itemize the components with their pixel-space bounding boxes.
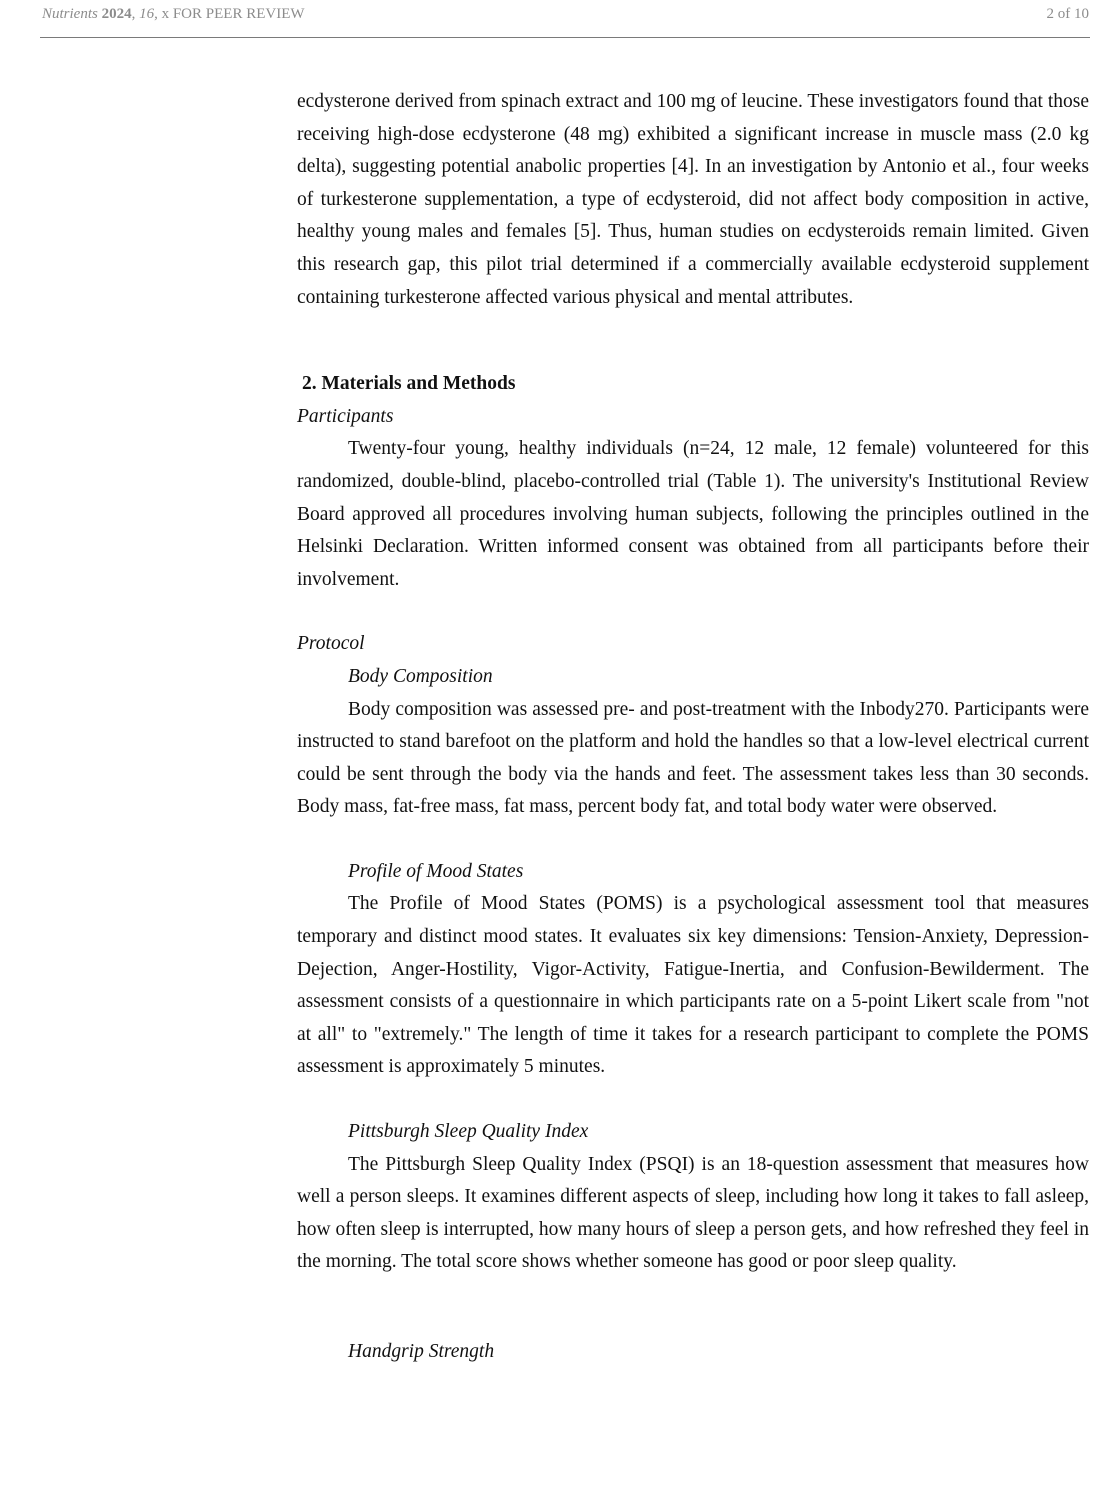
journal-name: Nutrients [42, 6, 98, 22]
intro-paragraph: ecdysterone derived from spinach extract and 100 mg of leucine. These investigators found that those receiving high-dose ecdysterone (48 mg) exhibited a significant increase in muscle mass (2.0 kg delta), suggesting potential anabolic properties [4]. In an investigation by Antonio et al., four weeks of turkesterone supplementation, a type of ecdysteroid, did not affect body composition in active, healthy young males and females [5]. Thus, human studies on ecdysteroids remain limited. Given this research gap, this pilot trial determined if a commercially available ecdysteroid supplement containing turkesterone affected various physical and mental attributes. [297, 91, 1089, 308]
body-composition-paragraph: Body composition was assessed pre- and post-treatment with the Inbody270. Participants were instructed to stand barefoot on the platform and hold the handles so that a low-level electrical current could be sent through the body via the hands and feet. The assessment takes less than 30 seconds. Body mass, fat-free mass, fat mass, percent body fat, and total body water were observed. [297, 698, 1089, 818]
journal-citation: Nutrients 2024, 16, x FOR PEER REVIEW [42, 6, 305, 22]
psqi-heading: Pittsburgh Sleep Quality Index [348, 1121, 589, 1143]
header-rule [40, 37, 1090, 38]
handgrip-heading: Handgrip Strength [348, 1341, 495, 1362]
psqi-paragraph: The Pittsburgh Sleep Quality Index (PSQI) is an 18-question assessment that measures how well a person sleeps. It examines different aspects of sleep, including how long it takes to fall asleep, how often sleep is interrupted, how many hours of sleep a person gets, and how refreshed they feel in the morning. The total score shows whether someone has good or poor sleep quality. [297, 1153, 1089, 1273]
page-body [297, 86, 1089, 1369]
running-header [40, 6, 1089, 26]
participants-heading: Participants [297, 405, 394, 427]
section-heading: 2. Materials and Methods [302, 373, 516, 395]
protocol-heading: Protocol [297, 633, 365, 655]
page-number: 2 of 10 [1046, 6, 1089, 22]
poms-heading: Profile of Mood States [348, 860, 524, 882]
participants-paragraph: Twenty-four young, healthy individuals (n=24, 12 male, 12 female) volunteered for this randomized, double-blind, placebo-controlled trial (Table 1). The university's Institutional Review Board approved all procedures involving human subjects, following the principles outlined in the Helsinki Declaration. Written informed consent was obtained from all participants before their involvement. [297, 438, 1089, 590]
body-composition-heading: Body Composition [348, 665, 493, 687]
journal-year: 2024 [101, 6, 132, 22]
poms-paragraph: The Profile of Mood States (POMS) is a psychological assessment tool that measures temporary and distinct mood states. It evaluates six key dimensions: Tension-Anxiety, Depression-Dejection, Anger-Hostility, Vigor-Activity, Fatigue-Inertia, and Confusion-Bewilderment. The assessment consists of a questionnaire in which participants rate on a 5-point Likert scale from "not at all" to "extremely." The length of time it takes for a research participant to complete the POMS assessment is approximately 5 minutes. [297, 893, 1089, 1078]
peer-review-label: , x FOR PEER REVIEW [154, 6, 305, 22]
journal-volume: 16 [139, 6, 155, 22]
